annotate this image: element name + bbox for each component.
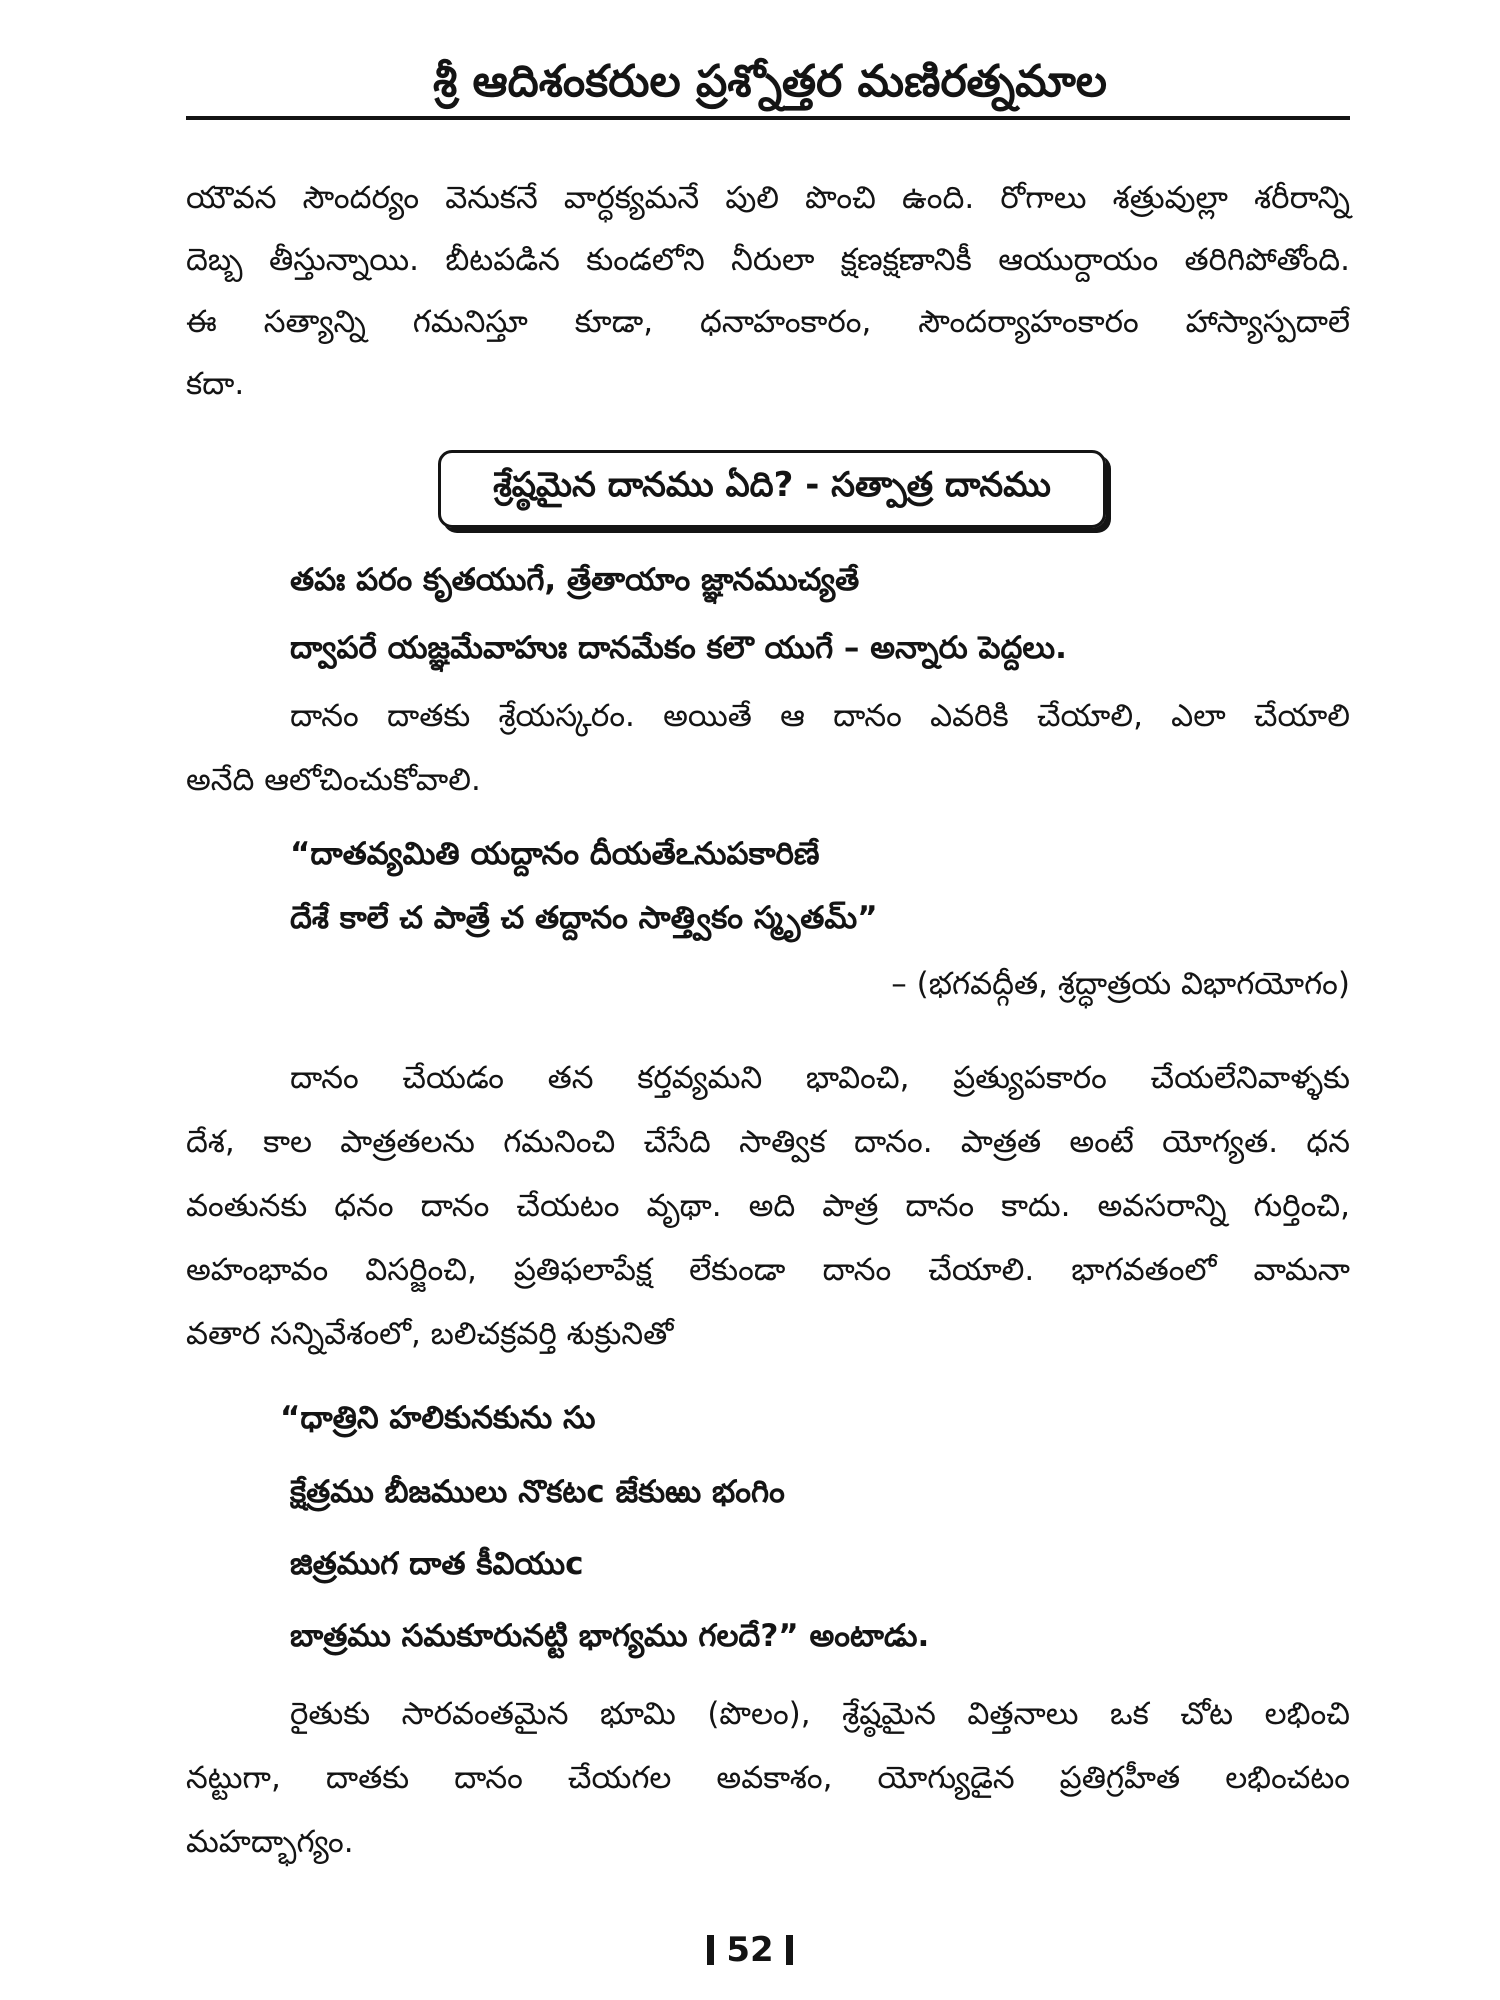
intro-line-4: కదా. — [186, 366, 245, 402]
para4-line-1: రైతుకు సారవంతమైన భూమి (పొలం), శ్రేష్ఠమైన విత్తనాలు ఒక చోట లభించి — [290, 1696, 1350, 1732]
section-heading-box — [438, 450, 1106, 528]
para3-line-4: అహంభావం విసర్జించి, ప్రతిఫలాపేక్ష లేకుండా దానం చేయాలి. భాగవతంలో వామనా — [186, 1252, 1350, 1288]
intro-line-3: ఈ సత్యాన్ని గమనిస్తూ కూడా, ధనాహంకారం, సౌందర్యాహంకారం హాస్యాస్పదాలే — [186, 304, 1350, 340]
intro-line-2: దెబ్బ తీస్తున్నాయి. బీటపడిన కుండలోని నీరులా క్షణక్షణానికీ ఆయుర్దాయం తరిగిపోతోంది. — [186, 242, 1350, 278]
page-number: 52 — [726, 1930, 774, 1970]
running-header-title: శ్రీ ఆదిశంకరుల ప్రశ్నోత్తర మణిరత్నమాల — [433, 56, 1107, 107]
page-number-footer — [0, 1930, 1500, 1970]
poem-line-2: క్షేత్రము బీజములు నొకటc జేకుఱు భంగిం — [290, 1474, 785, 1510]
poem-line-1: “ధాత్రిని హలికునకును సు — [280, 1400, 596, 1436]
para4-line-3: మహద్భాగ్యం. — [186, 1824, 354, 1860]
poem-line-3: జిత్రముగ దాత కీవియుc — [290, 1546, 584, 1582]
verse2-line-1: “దాతవ్యమితి యద్దానం దీయతేఽనుపకారిణే — [290, 836, 820, 872]
para2-line-1: దానం దాతకు శ్రేయస్కరం. అయితే ఆ దానం ఎవరికి చేయాలి, ఎలా చేయాలి — [290, 698, 1350, 734]
para3-line-2: దేశ, కాల పాత్రతలను గమనించి చేసేది సాత్విక దానం. పాత్రత అంటే యోగ్యత. ధన — [186, 1124, 1350, 1160]
para3-line-3: వంతునకు ధనం దానం చేయటం వృథా. అది పాత్ర దానం కాదు. అవసరాన్ని గుర్తించి, — [186, 1188, 1350, 1224]
verse1-line-2: ద్వాపరే యజ్ఞమేవాహుః దానమేకం కలౌ యుగే – అన్నారు పెద్దలు. — [290, 630, 1067, 666]
verse2-source: – (భగవద్గీత, శ్రద్ధాత్రయ విభాగయోగం) — [891, 966, 1350, 1002]
verse1-line-1: తపః పరం కృతయుగే, త్రేతాయాం జ్ఞానముచ్యతే — [290, 562, 860, 598]
page-number-right-bar — [786, 1935, 793, 1965]
page-number-left-bar — [707, 1935, 714, 1965]
para2-line-2: అనేది ఆలోచించుకోవాలి. — [186, 762, 481, 798]
poem-line-4: బాత్రము సమకూరునట్టి భాగ్యము గలదే?” అంటాడు. — [290, 1618, 930, 1654]
header-rule — [186, 116, 1350, 120]
verse2-line-2: దేశే కాలే చ పాత్రే చ తద్దానం సాత్త్వికం స్మృతమ్” — [290, 900, 878, 936]
para3-line-1: దానం చేయడం తన కర్తవ్యమని భావించి, ప్రత్యుపకారం చేయలేనివాళ్ళకు — [290, 1060, 1350, 1096]
para3-line-5: వతార సన్నివేశంలో, బలిచక్రవర్తి శుక్రునితో — [186, 1316, 674, 1352]
para4-line-2: నట్టుగా, దాతకు దానం చేయగల అవకాశం, యోగ్యుడైన ప్రతిగ్రహీత లభించటం — [186, 1760, 1350, 1796]
intro-line-1: యౌవన సౌందర్యం వెనుకనే వార్ధక్యమనే పులి పొంచి ఉంది. రోగాలు శత్రువుల్లా శరీరాన్ని — [186, 180, 1350, 216]
section-heading: శ్రేష్ఠమైన దానము ఏది? - సత్పాత్ర దానము — [493, 465, 1051, 505]
